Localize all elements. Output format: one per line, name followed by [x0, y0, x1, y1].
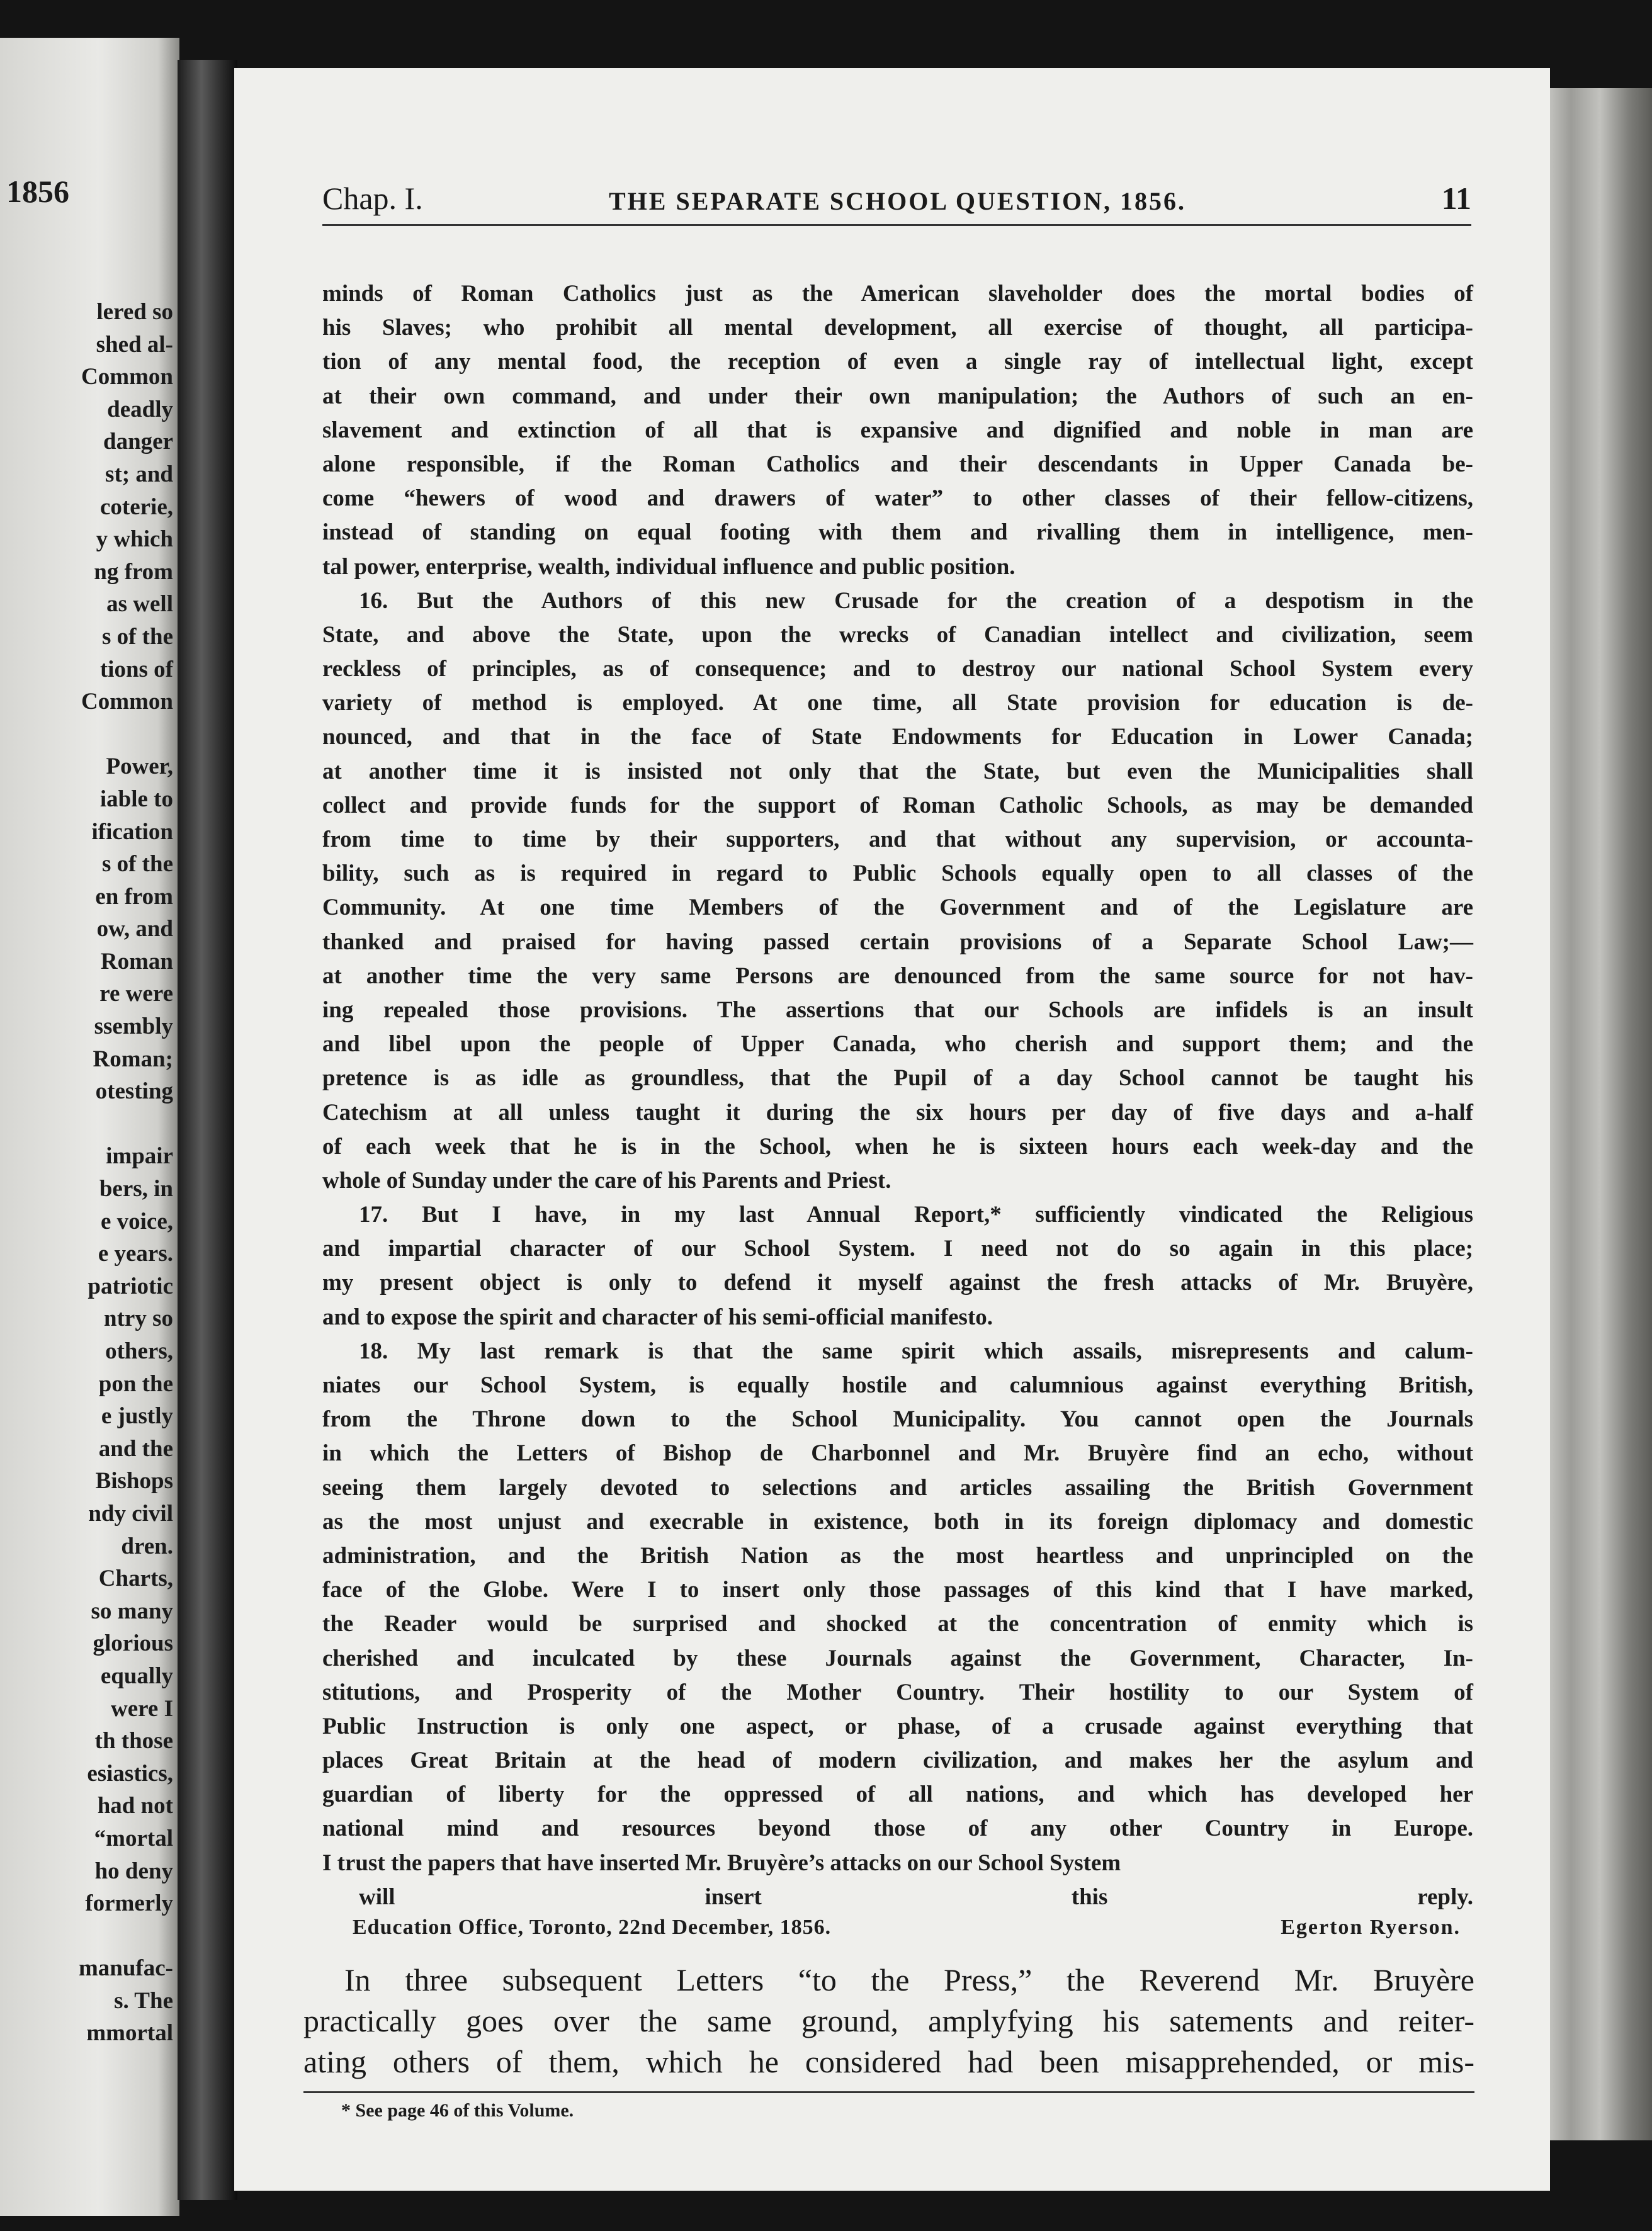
- body-line: from the Throne down to the School Municipality. You cannot open the Journals: [322, 1406, 1473, 1433]
- left-page-line: iable to: [99, 786, 173, 812]
- body-line: reckless of principles, as of consequence; and to destroy our national School System every: [322, 656, 1473, 682]
- left-page-line: Roman: [100, 948, 173, 974]
- page-number: 11: [1441, 181, 1471, 216]
- left-page-line: patriotic: [88, 1273, 173, 1299]
- body-line: collect and provide funds for the support of Roman Catholic Schools, as may be demanded: [322, 792, 1473, 818]
- left-page-line: [0, 1920, 179, 1953]
- left-page-line: were I: [111, 1695, 173, 1722]
- left-page-sliver: [0, 38, 179, 2216]
- body-line: alone responsible, if the Roman Catholics and their descendants in Upper Canada be-: [322, 451, 1473, 477]
- left-page-line: ng from: [94, 558, 173, 585]
- left-page-line: Roman;: [93, 1046, 173, 1072]
- left-page-line: ho deny: [94, 1858, 173, 1884]
- left-page-line: tions of: [99, 656, 173, 682]
- left-page-line: ification: [91, 818, 173, 845]
- body-line: tion of any mental food, the reception of even a single ray of intellectual light, except: [322, 349, 1473, 375]
- left-page-line: danger: [103, 429, 173, 455]
- left-page-line: dren.: [121, 1533, 173, 1559]
- left-page-line: s. The: [114, 1987, 173, 2014]
- body-line: will insert this reply.: [359, 1884, 1473, 1910]
- body-line: Catechism at all unless taught it during the six hours per day of five days and a-half: [322, 1099, 1473, 1126]
- body-line: slavement and extinction of all that is expansive and dignified and noble in man are: [322, 417, 1473, 443]
- left-page-line: shed al-: [96, 331, 173, 358]
- left-page-line: st; and: [105, 461, 173, 487]
- body-line: cherished and inculcated by these Journals against the Government, Character, In-: [322, 1645, 1473, 1671]
- left-page-line: ntry so: [104, 1306, 173, 1332]
- body-line: variety of method is employed. At one time, all State provision for education is de-: [322, 690, 1473, 716]
- left-page-line: coterie,: [99, 494, 173, 520]
- signature-line: [353, 1916, 1461, 1950]
- left-page-line: as well: [106, 591, 173, 618]
- body-line: the Reader would be surprised and shocked at the concentration of enmity which is: [322, 1611, 1473, 1637]
- body-line: 18. My last remark is that the same spirit which assails, misrepresents and calum-: [359, 1338, 1473, 1364]
- body-line: as the most unjust and execrable in existence, both in its foreign diplomacy and domestic: [322, 1508, 1473, 1535]
- left-page-line: deadly: [107, 396, 173, 422]
- footnote-rule: [303, 2091, 1474, 2093]
- body-line: tal power, enterprise, wealth, individual influence and public position.: [322, 553, 1016, 580]
- body-line: bility, such as is required in regard to Public Schools equally open to all classes of the: [322, 861, 1473, 887]
- body-line: from time to time by their supporters, and that without any supervision, or accounta-: [322, 827, 1473, 852]
- body-line: at their own command, and under their own manipulation; the Authors of such an en-: [322, 383, 1473, 409]
- footnote: * See page 46 of this Volume.: [341, 2100, 574, 2121]
- left-page-line: manufac-: [78, 1955, 173, 1982]
- left-page-line: “mortal: [94, 1825, 173, 1851]
- left-page-line: so many: [91, 1598, 173, 1624]
- left-page-line: [0, 1108, 179, 1141]
- left-page-line: bers, in: [99, 1176, 173, 1202]
- left-page-line: lered so: [96, 299, 173, 325]
- narrative-line: practically goes over the same ground, amplyfying his satements and reiter-: [303, 2003, 1474, 2038]
- chapter-label: Chap. I.: [322, 181, 423, 216]
- left-page-line: re were: [99, 981, 173, 1007]
- body-line: Public Instruction is only one aspect, or phase, of a crusade against everything that: [322, 1713, 1473, 1739]
- body-line: 17. But I have, in my last Annual Report,* sufficiently vindicated the Religious: [359, 1202, 1473, 1228]
- body-line: and libel upon the people of Upper Canada, who cherish and support them; and the: [322, 1031, 1473, 1058]
- body-line: Community. At one time Members of the Government and of the Legislature are: [322, 895, 1473, 921]
- narrative-line: In three subsequent Letters “to the Press,” the Reverend Mr. Bruyère: [344, 1962, 1474, 1997]
- left-page-line: Power,: [106, 754, 173, 780]
- left-page-line: y which: [96, 526, 173, 553]
- body-line: and impartial character of our School System. I need not do so again in this place;: [322, 1236, 1473, 1262]
- body-line: places Great Britain at the head of modern civilization, and makes her the asylum and: [322, 1748, 1473, 1774]
- body-line: State, and above the State, upon the wrecks of Canadian intellect and civilization, seem: [322, 621, 1473, 648]
- left-page-line: s of the: [101, 623, 173, 650]
- body-line: face of the Globe. Were I to insert only those passages of this kind that I have marked,: [322, 1577, 1473, 1603]
- left-page-line: ndy civil: [88, 1500, 173, 1527]
- body-line: stitutions, and Prosperity of the Mother Country. Their hostility to our System of: [322, 1679, 1473, 1705]
- body-line: of each week that he is in the School, when he is sixteen hours each week-day and the: [322, 1133, 1473, 1160]
- body-line: come “hewers of wood and drawers of water” to other classes of their fellow-citizens,: [322, 485, 1473, 512]
- left-page-line: e voice,: [100, 1208, 173, 1234]
- narrative-text: [303, 1960, 1474, 2082]
- body-line: and to expose the spirit and character of his semi-official manifesto.: [322, 1304, 993, 1330]
- left-page-line: th those: [94, 1728, 173, 1754]
- body-line: niates our School System, is equally hostile and calumnious against everything British,: [322, 1372, 1473, 1398]
- body-line: minds of Roman Catholics just as the American slaveholder does the mortal bodies of: [322, 281, 1473, 307]
- body-line: pretence is as idle as groundless, that the Pupil of a day School cannot be taught his: [322, 1065, 1473, 1092]
- body-line: 16. But the Authors of this new Crusade for the creation of a despotism in the: [359, 587, 1473, 614]
- running-head: [322, 180, 1471, 226]
- left-page-line: [0, 718, 179, 751]
- left-page-line: formerly: [85, 1890, 173, 1917]
- body-line: nounced, and that in the face of State Endowments for Education in Lower Canada;: [322, 724, 1473, 750]
- body-line: ing repealed those provisions. The assertions that our Schools are infidels is an insult: [322, 997, 1473, 1023]
- left-page-line: ssembly: [94, 1014, 173, 1040]
- left-page-line: s of the: [101, 851, 173, 878]
- left-page-line: had not: [97, 1793, 173, 1819]
- left-page-line: impair: [106, 1143, 173, 1170]
- left-page-line: e justly: [101, 1403, 173, 1430]
- body-line: administration, and the British Nation as the most heartless and unprincipled on the: [322, 1542, 1473, 1569]
- left-page-line: Bishops: [95, 1468, 173, 1494]
- body-line: instead of standing on equal footing with them and rivalling them in intelligence, men-: [322, 519, 1473, 546]
- left-page-line: others,: [105, 1338, 173, 1364]
- left-page-line: en from: [95, 883, 173, 910]
- running-title: THE SEPARATE SCHOOL QUESTION, 1856.: [609, 187, 1187, 215]
- body-line: national mind and resources beyond those of any other Country in Europe.: [322, 1816, 1473, 1842]
- left-page-line: otesting: [95, 1078, 173, 1105]
- signature-place-date: Education Office, Toronto, 22nd December, 1856.: [353, 1916, 832, 1939]
- left-page-line: and the: [98, 1435, 173, 1462]
- left-page-line: Common: [81, 364, 173, 390]
- left-page-line: Common: [81, 689, 173, 715]
- left-page-line: esiastics,: [87, 1760, 173, 1787]
- body-line: at another time it is insisted not only that the State, but even the Municipalities shall: [322, 758, 1473, 784]
- body-line: in which the Letters of Bishop de Charbonnel and Mr. Bruyère find an echo, without: [322, 1440, 1473, 1467]
- body-line: thanked and praised for having passed certain provisions of a Separate School Law;—: [322, 929, 1473, 955]
- left-page-text: [0, 296, 179, 2050]
- left-page-line: Charts,: [98, 1566, 173, 1592]
- book-gutter: [178, 60, 237, 2200]
- body-line: guardian of liberty for the oppressed of all nations, and which has developed her: [322, 1782, 1473, 1808]
- left-page-line: e years.: [98, 1241, 173, 1267]
- body-line: his Slaves; who prohibit all mental development, all exercise of thought, all participa-: [322, 315, 1473, 341]
- left-page-line: mmortal: [86, 2020, 173, 2047]
- narrative-line: ating others of them, which he considered had been misapprehended, or mis-: [303, 2044, 1474, 2079]
- body-line: seeing them largely devoted to selections and articles assailing the British Government: [322, 1474, 1473, 1501]
- signature-author: Egerton Ryerson.: [1281, 1916, 1461, 1939]
- body-line: at another time the very same Persons are denounced from the same source for not hav-: [322, 963, 1473, 989]
- left-page-line: ow, and: [96, 916, 173, 942]
- left-page-line: pon the: [98, 1370, 173, 1397]
- body-line: I trust the papers that have inserted Mr. Bruyère’s attacks on our School System: [322, 1850, 1121, 1876]
- left-page-line: equally: [100, 1663, 173, 1689]
- right-page: [234, 68, 1550, 2191]
- body-line: my present object is only to defend it myself against the fresh attacks of Mr. Bruyère,: [322, 1270, 1473, 1296]
- page-edge: [1536, 88, 1652, 2140]
- body-text: [322, 277, 1473, 1914]
- body-line: whole of Sunday under the care of his Parents and Priest.: [322, 1167, 891, 1194]
- left-page-folio: 1856: [6, 174, 69, 209]
- left-page-line: glorious: [93, 1630, 173, 1657]
